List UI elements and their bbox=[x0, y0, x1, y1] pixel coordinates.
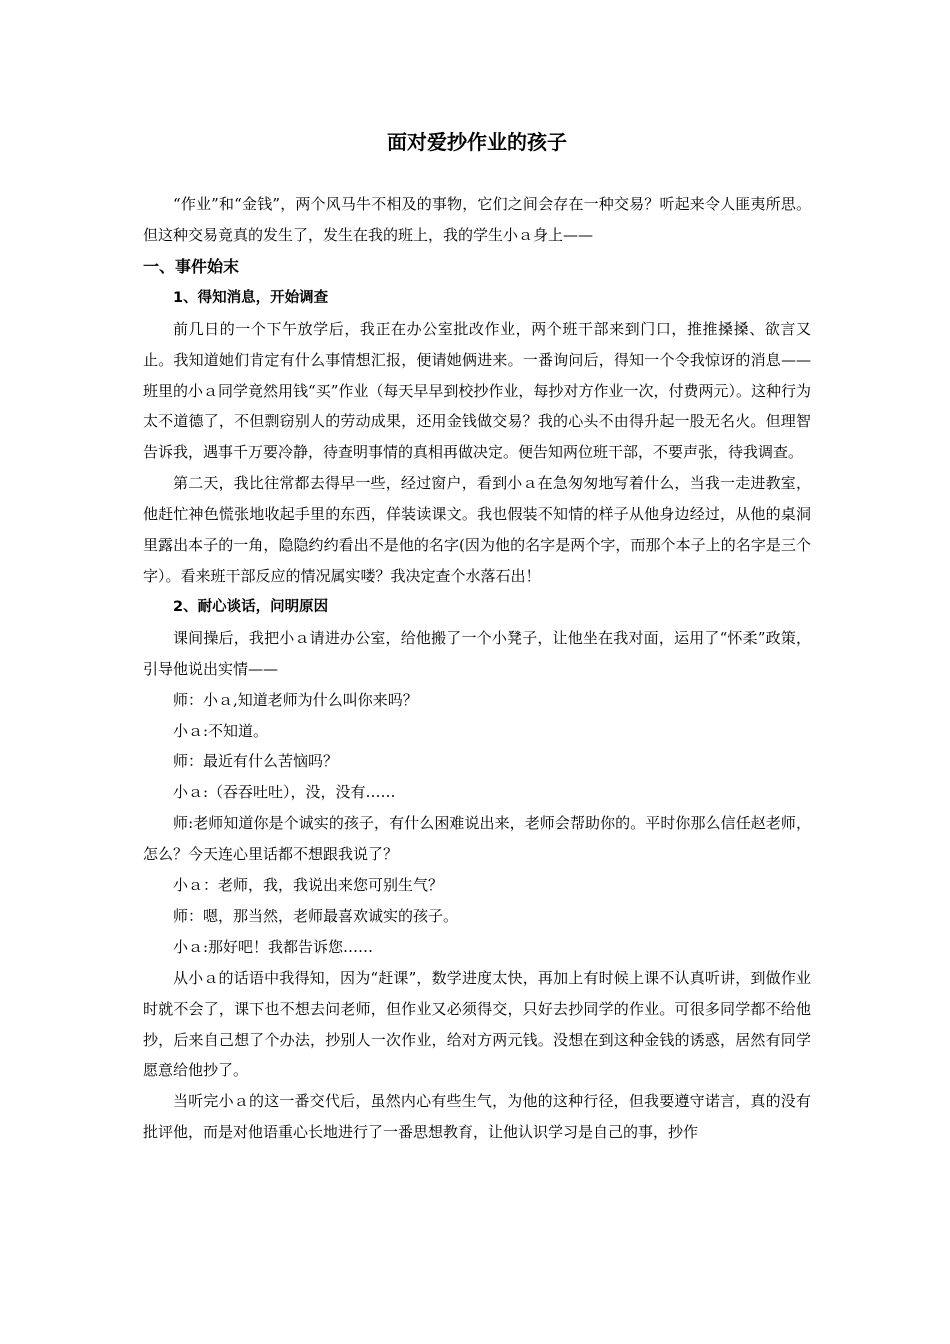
document-body bbox=[143, 189, 811, 1148]
intro-paragraph: “作业”和“金钱”，两个风马牛不相及的事物，它们之间会存在一种交易？听起来令人匪夷所思。但这种交易竟真的发生了，发生在我的班上，我的学生小ａ身上—— bbox=[143, 195, 811, 244]
section-heading: 一、事件始末 bbox=[143, 256, 240, 276]
dialogue-line: 师:老师知道你是个诚实的孩子，有什么困难说出来，老师会帮助你的。平时你那么信任赵老师，怎么？今天连心里话都不想跟我说了？ bbox=[143, 814, 811, 864]
dialogue-line: 师：嗯，那当然，老师最喜欢诚实的孩子。 bbox=[173, 906, 459, 925]
dialogue-line: 师：最近有什么苦恼吗？ bbox=[173, 752, 339, 771]
dialogue-line: 小ａ:（吞吞吐吐），没，没有…… bbox=[173, 783, 396, 802]
paragraph: 从小ａ的话语中我得知，因为“赶课”，数学进度太快，再加上有时候上课不认真听讲，到做作业时就不会了，课下也不想去问老师，但作业又必须得交，只好去抄同学的作业。可很多同学都不给他抄，后来自己想了个办法，抄别人一次作业，给对方两元钱。没想在到这种金钱的诱惑，居然有同学愿意给他抄了。 bbox=[143, 968, 811, 1080]
dialogue-line: 小ａ:不知道。 bbox=[173, 721, 269, 740]
paragraph: 第二天，我比往常都去得早一些，经过窗户，看到小ａ在急匆匆地写着什么，当我一走进教室，他赶忙神色慌张地收起手里的东西，佯装读课文。我也假装不知情的样子从他身边经过，从他的桌洞里露出本子的一角，隐隐约约看出不是他的名字(因为他的名字是两个字，而那个本子上的名字是三个字）。看来班干部反应的情况属实喽？我决定查个水落石出！ bbox=[143, 474, 811, 585]
page-title: 面对爱抄作业的孩子 bbox=[387, 130, 567, 154]
dialogue-line: 小ａ:那好吧！我都告诉您…… bbox=[173, 937, 374, 956]
paragraph: 当听完小ａ的这一番交代后，虽然内心有些生气，为他的这种行径，但我要遵守诺言，真的没有批评他，而是对他语重心长地进行了一番思想教育，让他认识学习是自己的事，抄作 bbox=[143, 1092, 811, 1142]
subsection-heading-2: 2、耐心谈话，问明原因 bbox=[173, 598, 329, 615]
paragraph: 课间操后，我把小ａ请进办公室，给他搬了一个小凳子，让他坐在我对面，运用了“怀柔”政策，引导他说出实情—— bbox=[143, 628, 811, 678]
dialogue-line: 师：小ａ,知道老师为什么叫你来吗？ bbox=[173, 690, 418, 709]
dialogue-line: 小ａ：老师，我，我说出来您可别生气？ bbox=[173, 876, 444, 895]
subsection-heading-1: 1、得知消息，开始调查 bbox=[173, 289, 329, 306]
paragraph: 前几日的一个下午放学后，我正在办公室批改作业，两个班干部来到门口，推推搡搡、欲言又止。我知道她们肯定有什么事情想汇报，便请她俩进来。一番询问后，得知一个令我惊讶的消息——班里的小ａ同学竟然用钱“买”作业（每天早早到校抄作业，每抄对方作业一次，付费两元）。这种行为太不道德了，不但剽窃别人的劳动成果，还用金钱做交易？我的心头不由得升起一股无名火。但理智告诉我，遇事千万要冷静，待查明事情的真相再做决定。便告知两位班干部，不要声张，待我调查。 bbox=[143, 319, 811, 462]
